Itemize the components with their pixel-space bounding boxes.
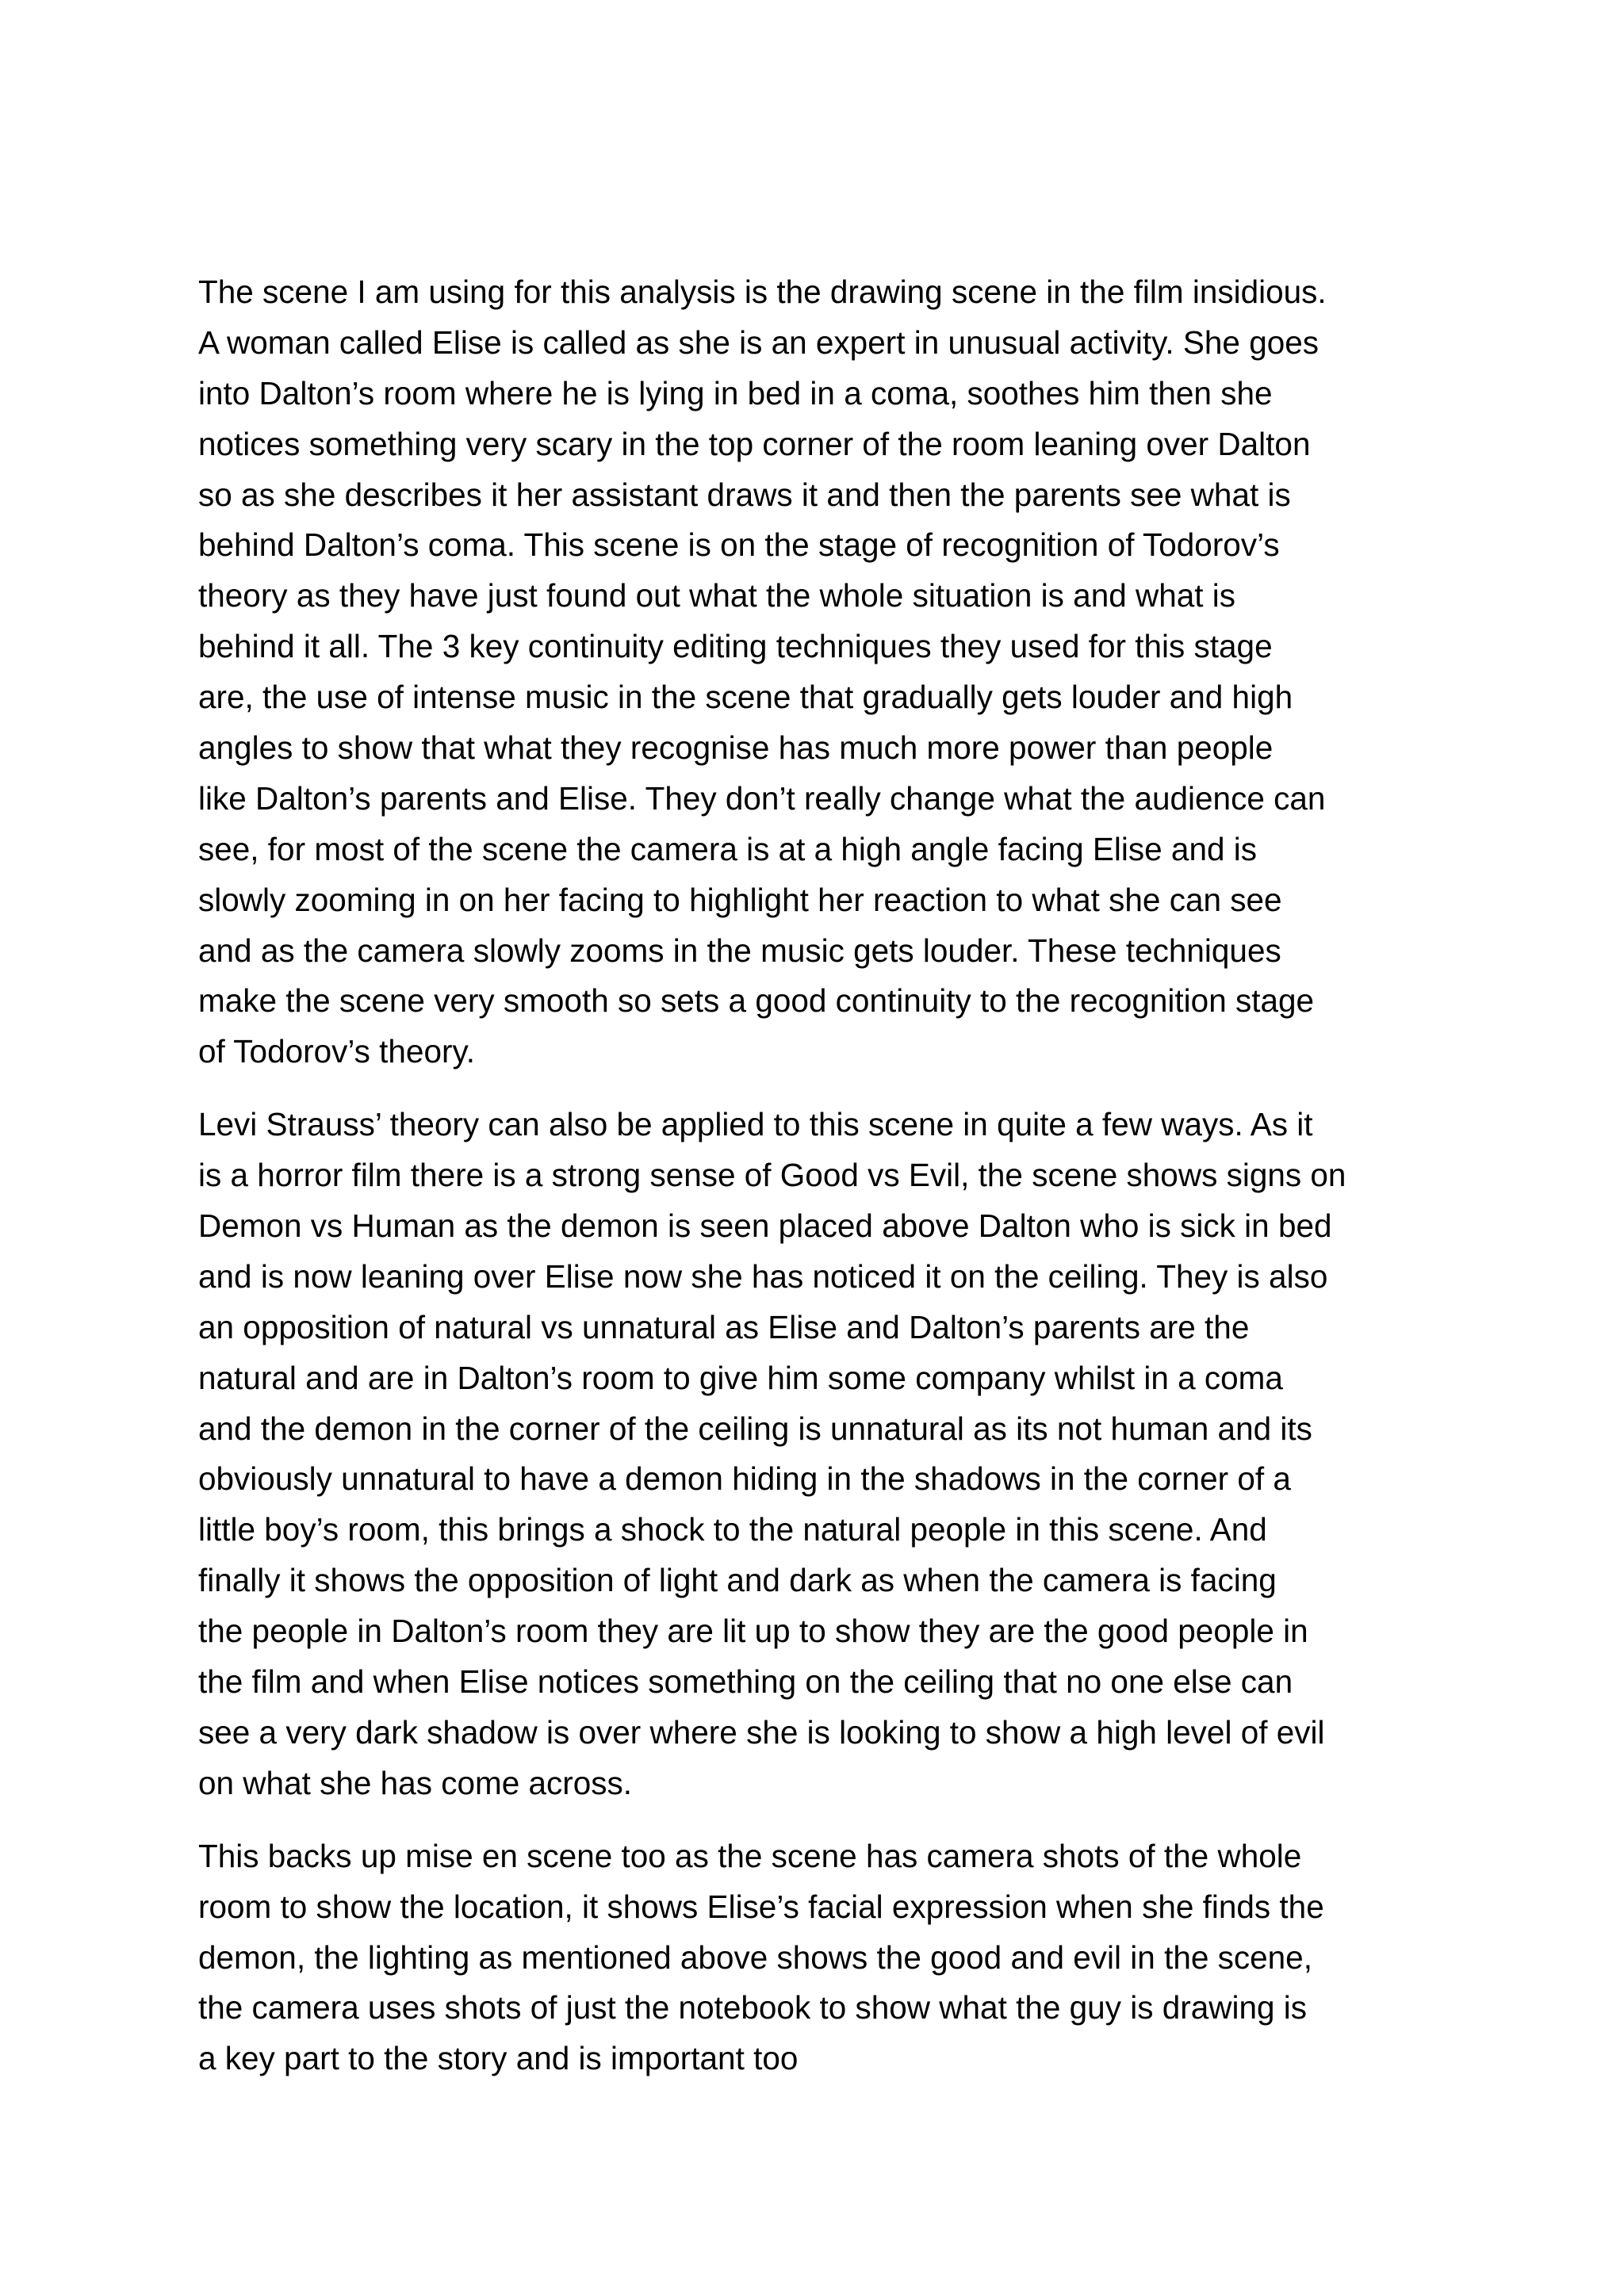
paragraph-1 <box>198 267 1443 1077</box>
text-line: Demon vs Human as the demon is seen placed above Dalton who is sick in bed <box>198 1207 1332 1245</box>
text-line: see a very dark shadow is over where she is looking to show a high level of evil <box>198 1713 1325 1751</box>
text-line: into Dalton’s room where he is lying in bed in a coma, soothes him then she <box>198 374 1273 411</box>
text-line: the people in Dalton’s room they are lit up to show they are the good people in <box>198 1613 1308 1650</box>
text-line: slowly zooming in on her facing to highlight her reaction to what she can see <box>198 881 1282 918</box>
text-line: see, for most of the scene the camera is at a high angle facing Elise and is <box>198 830 1257 867</box>
text-line: and as the camera slowly zooms in the music gets louder. These techniques <box>198 932 1281 969</box>
text-line: The scene I am using for this analysis is the drawing scene in the film insidious. <box>198 274 1327 310</box>
text-line: the camera uses shots of just the notebook to show what the guy is drawing is <box>198 1989 1308 2026</box>
text-line: a key part to the story and is important too <box>198 2040 799 2077</box>
text-line: demon, the lighting as mentioned above shows the good and evil in the scene, <box>198 1938 1312 1976</box>
text-line: make the scene very smooth so sets a good continuity to the recognition stage <box>198 982 1315 1020</box>
text-line: is a horror film there is a strong sense of Good vs Evil, the scene shows signs on <box>198 1157 1346 1194</box>
text-line: notices something very scary in the top corner of the room leaning over Dalton <box>198 425 1311 462</box>
text-line: of Todorov’s theory. <box>198 1033 475 1070</box>
text-line: like Dalton’s parents and Elise. They don’t really change what the audience can <box>198 779 1326 817</box>
text-line: Levi Strauss’ theory can also be applied to this scene in quite a few ways. As it <box>198 1106 1313 1143</box>
text-line: an opposition of natural vs unnatural as Elise and Dalton’s parents are the <box>198 1308 1250 1345</box>
text-line: on what she has come across. <box>198 1764 633 1801</box>
text-line: and is now leaning over Elise now she has noticed it on the ceiling. They is also <box>198 1257 1328 1295</box>
text-line: natural and are in Dalton’s room to give him some company whilst in a coma <box>198 1359 1283 1396</box>
text-line: little boy’s room, this brings a shock to the natural people in this scene. And <box>198 1511 1267 1548</box>
paragraph-2 <box>198 1100 1443 1808</box>
text-line: and the demon in the corner of the ceiling is unnatural as its not human and its <box>198 1410 1312 1447</box>
text-line: This backs up mise en scene too as the scene has camera shots of the whole <box>198 1837 1302 1874</box>
paragraph-3 <box>198 1831 1443 2084</box>
text-line: behind it all. The 3 key continuity editing techniques they used for this stage <box>198 628 1273 665</box>
text-line: theory as they have just found out what the whole situation is and what is <box>198 577 1236 614</box>
text-line: the film and when Elise notices something on the ceiling that no one else can <box>198 1663 1293 1701</box>
essay-body <box>198 267 1443 2107</box>
text-line: room to show the location, it shows Elise’s facial expression when she finds the <box>198 1888 1324 1925</box>
text-line: angles to show that what they recognise has much more power than people <box>198 729 1274 767</box>
text-line: A woman called Elise is called as she is an expert in unusual activity. She goes <box>198 323 1320 361</box>
text-line: behind Dalton’s coma. This scene is on the stage of recognition of Todorov’s <box>198 526 1280 564</box>
text-line: obviously unnatural to have a demon hiding in the shadows in the corner of a <box>198 1460 1291 1498</box>
text-line: finally it shows the opposition of light and dark as when the camera is facing <box>198 1562 1277 1599</box>
text-line: are, the use of intense music in the scene that gradually gets louder and high <box>198 679 1293 716</box>
text-line: so as she describes it her assistant draws it and then the parents see what is <box>198 476 1291 513</box>
